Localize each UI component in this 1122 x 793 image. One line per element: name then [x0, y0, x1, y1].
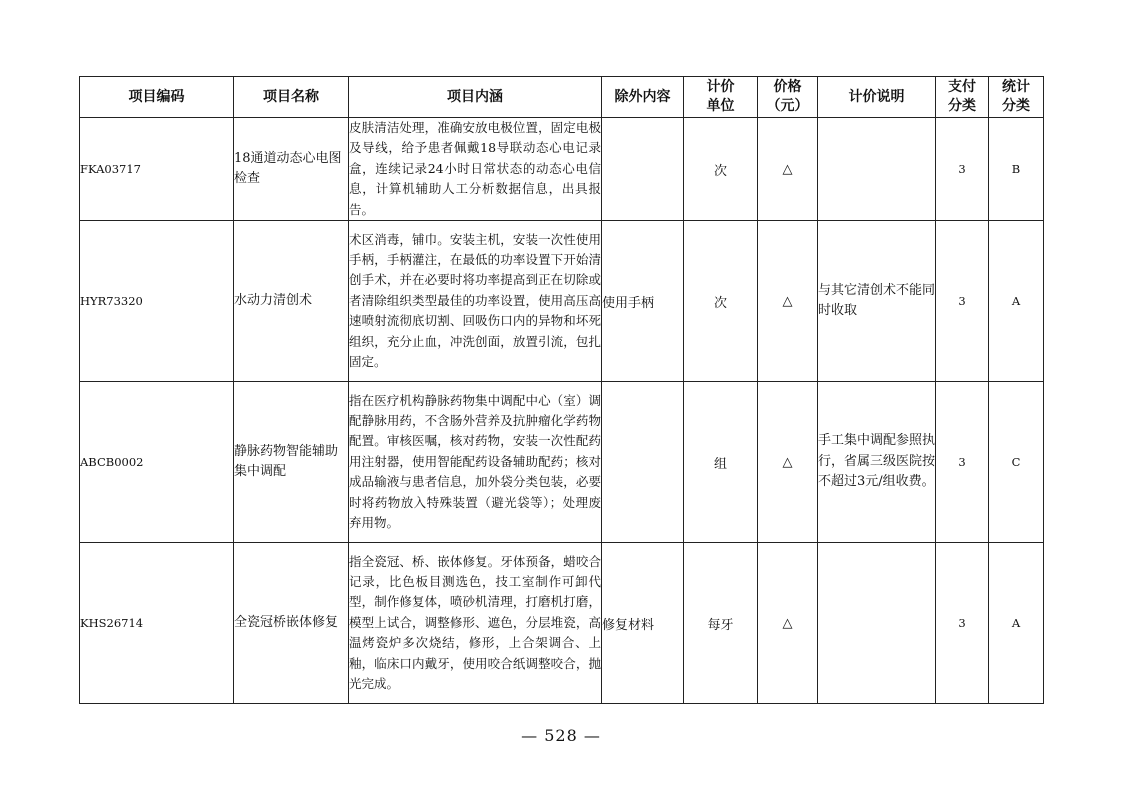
row-stat: C [989, 382, 1044, 543]
header-pay: 支付 分类 [936, 77, 989, 118]
row-unit: 次 [684, 118, 758, 221]
table-row [80, 382, 1044, 543]
row-name: 18通道动态心电图检查 [234, 118, 349, 221]
header-content: 项目内涵 [349, 77, 602, 118]
row-stat: A [989, 543, 1044, 704]
row-content: 指全瓷冠、桥、嵌体修复。牙体预备，蜡咬合记录，比色板目测选色，技工室制作可卸代型，制作修复体，喷砂机清理，打磨机打磨，模型上试合，调整修形、遮色，分层堆瓷，高温烤瓷炉多次烧结，修形，上合架调合、上釉，临床口内戴牙，使用咬合纸调整咬合，抛光完成。 [349, 543, 602, 704]
row-code: HYR73320 [80, 221, 234, 382]
row-content: 指在医疗机构静脉药物集中调配中心（室）调配静脉用药，不含肠外营养及抗肿瘤化学药物配置。审核医嘱，核对药物，安装一次性配药用注射器，使用智能配药设备辅助配药；核对成品输液与患者信息，加外袋分类包装，必要时将药物放入特殊装置（避光袋等）；处理废弃用物。 [349, 382, 602, 543]
row-exclusion [602, 382, 684, 543]
row-unit: 次 [684, 221, 758, 382]
row-price: △ [758, 543, 818, 704]
row-price: △ [758, 382, 818, 543]
row-price: △ [758, 221, 818, 382]
row-code: ABCB0002 [80, 382, 234, 543]
header-exclusion: 除外内容 [602, 77, 684, 118]
header-code: 项目编码 [80, 77, 234, 118]
row-exclusion: 修复材料 [602, 543, 684, 704]
row-pay: 3 [936, 221, 989, 382]
row-unit: 每牙 [684, 543, 758, 704]
row-pay: 3 [936, 382, 989, 543]
row-note: 手工集中调配参照执行，省属三级医院按不超过3元/组收费。 [818, 382, 936, 543]
row-exclusion [602, 118, 684, 221]
header-stat: 统计 分类 [989, 77, 1044, 118]
row-price: △ [758, 118, 818, 221]
page-number: — 528 — [521, 726, 601, 745]
row-name: 静脉药物智能辅助集中调配 [234, 382, 349, 543]
header-price: 价格 （元） [758, 77, 818, 118]
row-unit: 组 [684, 382, 758, 543]
table-header-row [80, 77, 1044, 118]
row-stat: B [989, 118, 1044, 221]
table-row [80, 118, 1044, 221]
row-content: 术区消毒，铺巾。安装主机，安装一次性使用手柄，手柄灌注，在最低的功率设置下开始清创手术，并在必要时将功率提高到正在切除或者清除组织类型最佳的功率设置，使用高压高速喷射流彻底切割、回吸伤口内的异物和坏死组织，充分止血，冲洗创面，放置引流，包扎固定。 [349, 221, 602, 382]
pricing-table [79, 76, 1044, 704]
row-stat: A [989, 221, 1044, 382]
row-content: 皮肤清洁处理，准确安放电极位置，固定电极及导线，给予患者佩戴18导联动态心电记录盒，连续记录24小时日常状态的动态心电信息，计算机辅助人工分析数据信息，出具报告。 [349, 118, 602, 221]
row-note [818, 543, 936, 704]
table-row [80, 221, 1044, 382]
header-unit: 计价 单位 [684, 77, 758, 118]
header-note: 计价说明 [818, 77, 936, 118]
row-note [818, 118, 936, 221]
row-pay: 3 [936, 118, 989, 221]
row-name: 水动力清创术 [234, 221, 349, 382]
header-name: 项目名称 [234, 77, 349, 118]
row-code: KHS26714 [80, 543, 234, 704]
row-pay: 3 [936, 543, 989, 704]
row-note: 与其它清创术不能同时收取 [818, 221, 936, 382]
table-row [80, 543, 1044, 704]
row-name: 全瓷冠桥嵌体修复 [234, 543, 349, 704]
row-exclusion: 使用手柄 [602, 221, 684, 382]
row-code: FKA03717 [80, 118, 234, 221]
